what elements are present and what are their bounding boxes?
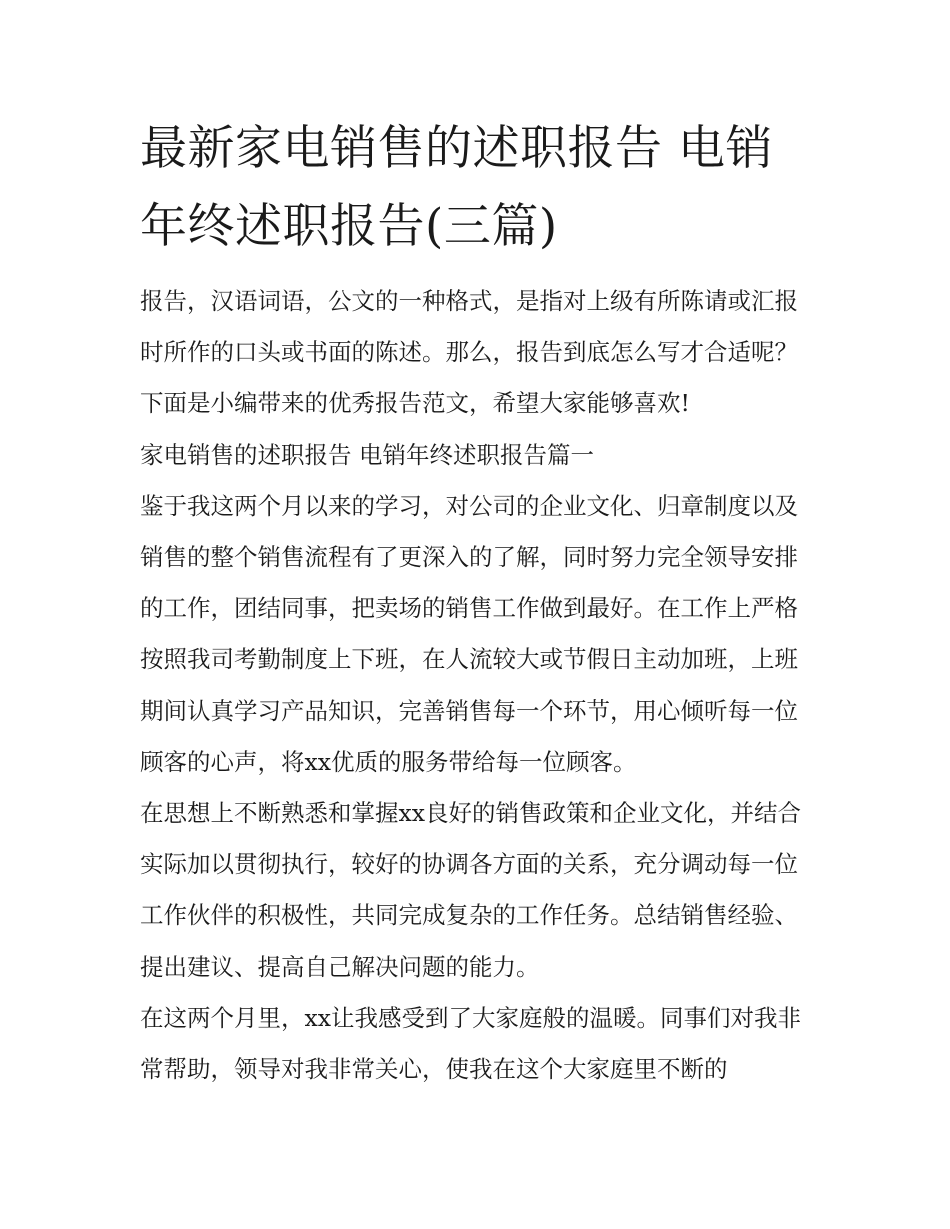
body-paragraph: 在思想上不断熟悉和掌握xx良好的销售政策和企业文化，并结合实际加以贯彻执行，较好的协调各方面的关系，充分调动每一位工作伙伴的积极性，共同完成复杂的工作任务。总结销售经验、提出建议、提高自己解决问题的能力。 <box>140 799 802 981</box>
document-title: 最新家电销售的述职报告 电销年终述职报告(三篇) <box>140 121 773 254</box>
intro-paragraph: 报告，汉语词语，公文的一种格式，是指对上级有所陈请或汇报时所作的口头或书面的陈述。那么，报告到底怎么写才合适呢？下面是小编带来的优秀报告范文，希望大家能够喜欢! <box>140 287 798 418</box>
body-paragraph: 在这两个月里，xx让我感受到了大家庭般的温暖。同事们对我非常帮助，领导对我非常关心，使我在这个大家庭里不断的 <box>140 1003 802 1084</box>
section-heading: 家电销售的述职报告 电销年终述职报告篇一 <box>140 440 594 469</box>
body-paragraph: 鉴于我这两个月以来的学习，对公司的企业文化、归章制度以及销售的整个销售流程有了更深入的了解，同时努力完全领导安排的工作，团结同事，把卖场的销售工作做到最好。在工作上严格按照我司考勤制度上下班，在人流较大或节假日主动加班，上班期间认真学习产品知识，完善销售每一个环节，用心倾听每一位顾客的心声，将xx优质的服务带给每一位顾客。 <box>140 491 798 776</box>
document-body <box>140 276 812 1095</box>
